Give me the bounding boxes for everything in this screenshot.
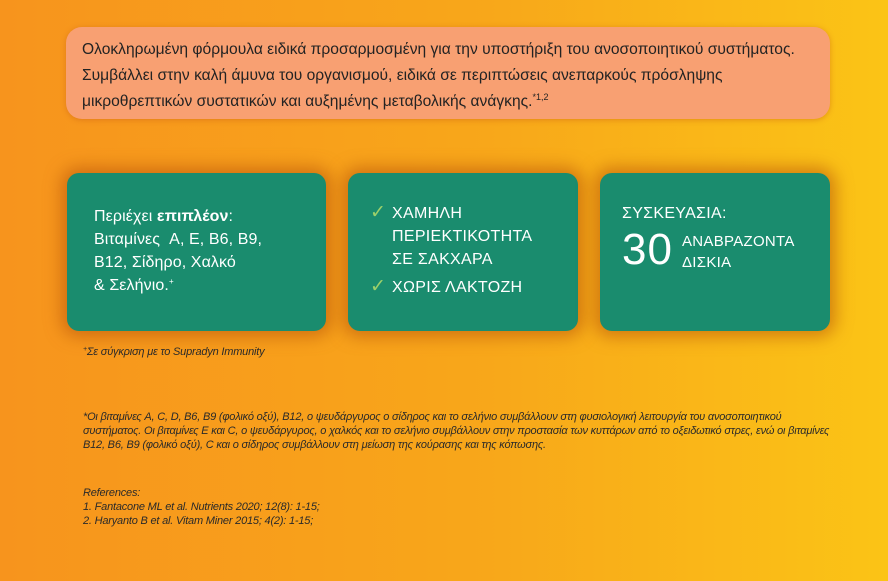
references bbox=[83, 486, 583, 528]
contains-line-2: Βιταμίνες A, E, B6, B9, bbox=[94, 231, 263, 248]
footnote-plus-text: Σε σύγκριση με το Supradyn Immunity bbox=[86, 346, 265, 358]
contains-lead-line bbox=[94, 205, 326, 228]
intro-text: Ολοκληρωμένη φόρμουλα ειδικά προσαρμοσμένη για την υποστήριξη του ανοσοποιητικού συστήματος. Συμβάλλει στην καλή άμυνα του οργανισμού, ειδικά σε περιπτώσεις ανεπαρκούς πρόσληψης μικροθρεπτικών συστατικών και αυξημένης μεταβολικής ανάγκης. bbox=[82, 41, 795, 110]
claim-lactose-free bbox=[370, 276, 578, 299]
reference-item-2: 2. Haryanto B et al. Vitam Miner 2015; 4(2): 1-15; bbox=[83, 515, 314, 527]
contains-lead: Περιέχει bbox=[94, 208, 153, 225]
claim-lactose-free-line-1: ΧΩΡΙΣ ΛΑΚΤΟΖΗ bbox=[392, 279, 523, 296]
package-label: ΣΥΣΚΕΥΑΣΙΑ: bbox=[622, 205, 727, 222]
footnote-plus bbox=[83, 345, 483, 359]
footnote-plus-mark: + bbox=[83, 346, 87, 353]
intro-box bbox=[66, 27, 830, 119]
card-package bbox=[600, 173, 830, 331]
card-contains bbox=[67, 173, 326, 331]
contains-superscript: + bbox=[168, 277, 174, 286]
claim-low-sugar-line-2: ΠΕΡΙΕΚΤΙΚΟΤΗΤΑ bbox=[392, 228, 533, 245]
card-claims bbox=[348, 173, 578, 331]
claim-low-sugar bbox=[370, 202, 578, 271]
intro-superscript: *1,2 bbox=[532, 92, 549, 102]
claim-low-sugar-line-3: ΣΕ ΣΑΚΧΑΡΑ bbox=[392, 251, 493, 268]
footnote-star: *Οι βιταμίνες A, C, D, B6, B9 (φολικό οξύ), B12, ο ψευδάργυρος ο σίδηρος και το σελήνιο συμβάλλουν στη φυσιολογική λειτουργία του ανοσοποιητικού συστήματος. Οι βιταμίνες E και C, ο ψευδάργυρος, ο χαλκός και το σελήνιο συμβάλλουν στην προστασία των κυττάρων από το οξειδωτικό στρες, ενώ οι βιταμίνες B12, B6, B9 (φολικό οξύ), C και ο σίδηρος συμβάλλουν στη μείωση της κούρασης και της κόπωσης. bbox=[83, 411, 830, 451]
contains-colon: : bbox=[228, 208, 234, 225]
contains-line-4: & Σελήνιο. bbox=[94, 277, 169, 294]
check-icon: ✓ bbox=[370, 202, 386, 223]
references-title: References: bbox=[83, 487, 141, 499]
package-desc-line-2: ΔΙΣΚΙΑ bbox=[681, 254, 732, 271]
claim-low-sugar-line-1: ΧΑΜΗΛΗ bbox=[392, 205, 463, 222]
check-icon: ✓ bbox=[370, 276, 386, 297]
contains-bold: επιπλέον bbox=[156, 208, 229, 225]
contains-line-3: B12, Σίδηρο, Χαλκό bbox=[94, 254, 236, 271]
reference-item-1: 1. Fantacone ML et al. Nutrients 2020; 12(8): 1-15; bbox=[83, 501, 320, 513]
contains-line-4-wrap bbox=[94, 274, 326, 297]
package-count: 30 bbox=[622, 225, 673, 274]
package-desc-line-1: ΑΝΑΒΡΑΖΟΝΤΑ bbox=[681, 233, 795, 250]
